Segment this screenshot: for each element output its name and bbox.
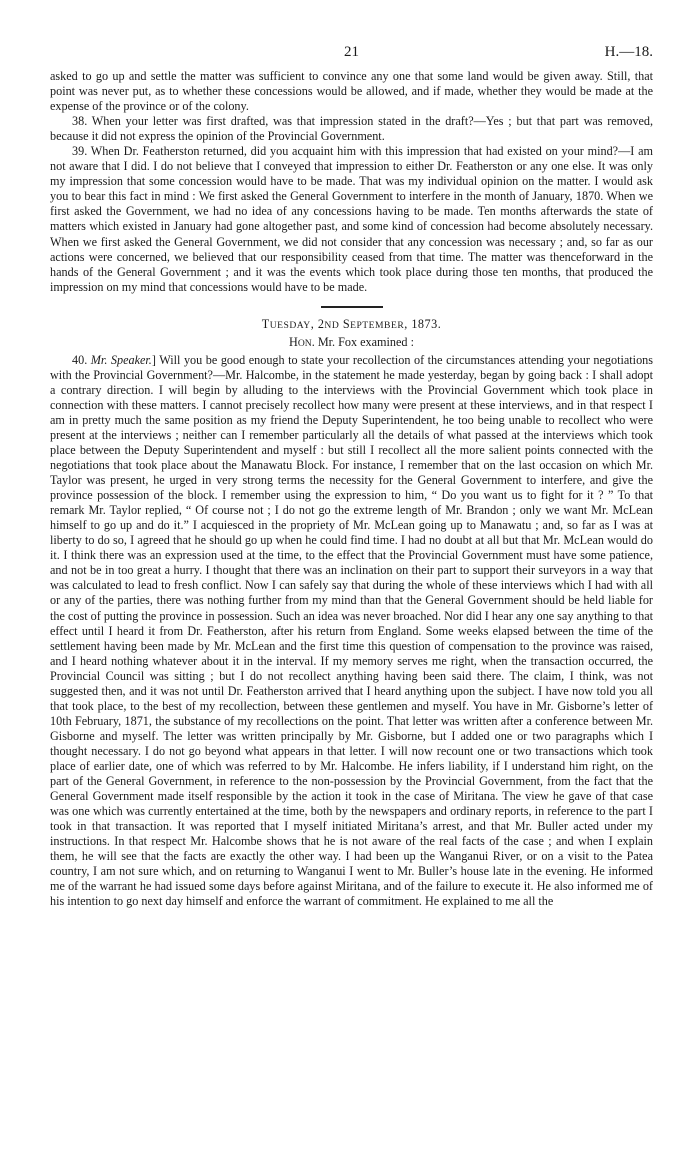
paragraph-question-40: 40. Mr. Speaker.] Will you be good enough to state your recollection of the circumstances attending your negotiations with the Provincial Government?—Mr. Halcombe, in the statement he made yesterday, began by going back : I shall adopt a contrary direction. I will begin by alluding to the interviews with the Provincial Government which took place in connection with these matters. I cannot precisely recollect how many were present at these interviews, and in that respect I am in pretty much the same position as my friend the Deputy Superintendent, he too being unable to recollect who were present at the interviews ; neither can I remember particularly all the details of what passed at the interviews which took place between the Deputy Superintendent and myself : but still I recollect all the more salient points connected with the negotiations that took place about the Manawatu Block. For instance, I remember that on the last occasion on which Mr. Taylor was present, he urged in very strong terms the necessity for the General Government to interfere, and give the province possession of the block. I remember using the expression to him, “ Do you want us to fight for it ? ” To that remark Mr. Taylor replied, “ Of course not ; I do not go the extreme length of Mr. Brandon ; only we want Mr. McLean himself to go up and do it.” I acquiesced in the propriety of Mr. McLean going up to Manawatu ; and, so far as I was at liberty to do so, I agreed that he should go up when he could find time. I had no doubt at all but that Mr. McLean would do it. I think there was an expression used at the time, to the effect that the Provincial Government must have some patience, and not be in too great a hurry. I thought that there was an inclination on their part to support their surveyors in a way that was calculated to lead to fresh conflict. Now I can safely say that during the whole of these interviews which I had with all or any of the parties, there was nothing further from my mind than that the General Government should be held liable for the cost of putting the province in possession. Such an idea was never broached. Nor did I hear any one say anything to that effect until I heard it from Dr. Featherston, after his return from England. Some weeks elapsed between the time of the settlement having been made by Mr. McLean and the first time this question of compensation to the province was raised, and I heard nothing whatever about it in the interval. If my memory serves me right, when the transaction occurred, the Provincial Council was sitting ; but I do not recollect anything having been said there. The claim, I think, was not suggested then, and it was not until Dr. Featherston arrived that I heard anything upon the subject. I have now told you all that took place, to the best of my recollection, between these gentlemen and myself. You have in Mr. Gisborne’s letter of 10th February, 1871, the substance of my recollections on the point. That letter was written after a conference between Mr. Gisborne and myself. The letter was written principally by Mr. Gisborne, but I added one or two paragraphs which I thought necessary. I do not go beyond what appears in that letter. I will now recount one or two transactions which took place of earlier date, one of which was referred to by Mr. Halcombe. He infers liability, if I understand him right, on the part of the General Government, in reference to the non-possession by the Provincial Government, from the fact that the General Government made itself responsible by the action it took in the case of Miritana. The view he gave of that case was one which was currently entertained at the time, both by the newspapers and ordinary reports, in reference to the part I took in that transaction. It was reported that I myself initiated Miritana’s arrest, and that Mr. Buller acted under my instructions. In that respect Mr. Halcombe shows that he is not aware of the real facts of the case ; and when I explain them, he will see that the facts are exactly the other way. I had been up the Wanganui River, or on a visit to the Patea country, I am not sure which, and on returning to Wanganui I went to Mr. Buller’s house late in the evening. He informed me of the warrant he had issued some days before against Miritana, and of the failure to execute it. He also informed me of his intention to go next day himself and enforce the warrant of commitment. He explained to me all the	[50, 352, 654, 909]
question-number: 40.	[72, 352, 91, 367]
paragraph: asked to go up and settle the matter was sufficient to convince any one that some land would be given away. Still, that point was never put, as to whether these concessions would be allowed, and if made, whether they would be made at the expense of the province or of the colony.	[50, 69, 653, 114]
body-text	[50, 69, 653, 909]
paragraph-question-38: 38. When your letter was first drafted, was that impression stated in the draft?—Yes ; but that part was removed, because it did not express the opinion of the Provincial Government.	[50, 114, 653, 144]
section-divider	[321, 306, 383, 308]
question-text: Will you be good enough to state your recollection of the circumstances attending your negotiations with the Provincial Government?—Mr. Halcombe, in the statement he made yesterday, began by going back : I shall adopt a contrary direction. I will begin by alluding to the interviews with the Provincial Government which took place in connection with these matters. I cannot precisely recollect how many were present at these interviews, and in that respect I am in pretty much the same position as my friend the Deputy Superintendent, he too being unable to recollect who were present at the interviews ; neither can I remember particularly all the details of what passed at the interviews which took place between the Deputy Superintendent and myself : but still I recollect all the more salient points connected with the negotiations that took place about the Manawatu Block. For instance, I remember that on the last occasion on which Mr. Taylor was present, he urged in very strong terms the necessity for the General Government to interfere, and give the province possession of the block. I remember using the expression to him, “ Do you want us to fight for it ? ” To that remark Mr. Taylor replied, “ Of course not ; I do not go the extreme length of Mr. Brandon ; only we want Mr. McLean himself to go up and do it.” I acquiesced in the propriety of Mr. McLean going up to Manawatu ; and, so far as I was at liberty to do so, I agreed that he should go up when he could find time. I had no doubt at all but that Mr. McLean would do it. I think there was an expression used at the time, to the effect that the Provincial Government must have some patience, and not be in too great a hurry. I thought that there was an inclination on their part to support their surveyors in a way that was calculated to lead to fresh conflict. Now I can safely say that during the whole of these interviews which I had with all or any of the parties, there was nothing further from my mind than that the General Government should be held liable for the cost of putting the province in possession. Such an idea was never broached. Nor did I hear any one say anything to that effect until I heard it from Dr. Featherston, after his return from England. Some weeks elapsed between the time of the settlement having been made by Mr. McLean and the first time this question of compensation to the province was raised, and I heard nothing whatever about it in the interval. If my memory serves me right, when the transaction occurred, the Provincial Council was sitting ; but I do not recollect anything having been said there. The claim, I think, was not suggested then, and it was not until Dr. Featherston arrived that I heard anything upon the subject. I have now told you all that took place, to the best of my recollection, between these gentlemen and myself. You have in Mr. Gisborne’s letter of 10th February, 1871, the substance of my recollections on the point. That letter was written after a conference between Mr. Gisborne and myself. The letter was written principally by Mr. Gisborne, but I added one or two paragraphs which I thought necessary. I do not go beyond what appears in that letter. I will now recount one or two transactions which took place of earlier date, one of which was referred to by Mr. Halcombe. He infers liability, if I understand him right, on the part of the General Government, in reference to the non-possession by the Provincial Government, from the fact that the General Government made itself responsible by the action it took in the case of Miritana. The view he gave of that case was one which was currently entertained at the time, both by the newspapers and ordinary reports, in reference to the part I took in that transaction. It was reported that I myself initiated Miritana’s arrest, and that Mr. Buller acted under my instructions. In that respect Mr. Halcombe shows that he is not aware of the real facts of the case ; and when I explain them, he will see that the facts are exactly the other way. I had been up the Wanganui River, or on a visit to the Patea country, I am not sure which, and on returning to Wanganui I went to Mr. Buller’s house late in the evening. He informed me of the warrant he had issued some days before against Miritana, and of the failure to execute it. He also informed me of his intention to go next day himself and enforce the warrant of commitment. He explained to me all the	[50, 352, 654, 909]
speaker-name: Mr. Speaker.	[90, 352, 152, 367]
page-number: 21	[344, 44, 359, 60]
page-header	[50, 44, 653, 66]
paragraph-question-39: 39. When Dr. Featherston returned, did you acquaint him with this impression that had existed on your mind?—I am not aware that I did. I do not believe that I conveyed that impression to either Dr. Featherston or any one else. It was only my impression that some concession would have to be made. That was my individual opinion on the matter. I would ask you to bear this fact in mind : We first asked the General Government to interfere in the month of January, 1870. When we first asked the Government, we had no idea of any concessions having to be made. Ten months afterwards the state of matters which existed in January had gone altogether past, and some kind of concession had become absolutely necessary. When we first asked the General Government, we did not consider that any concession was necessary ; and, so far as our actions were concerned, we believed that our responsibility ceased from that time. The matter was thenceforward in the hands of the General Government ; and it was the events which took place during those ten months, that produced the impression on my mind that concessions would have to be made.	[50, 144, 653, 294]
witness-heading: HON. Mr. Fox examined :	[289, 334, 414, 349]
date-heading: TUESDAY, 2ND SEPTEMBER, 1873.	[261, 316, 442, 331]
paper-reference: H.—18.	[604, 44, 653, 60]
document-page	[50, 44, 653, 909]
